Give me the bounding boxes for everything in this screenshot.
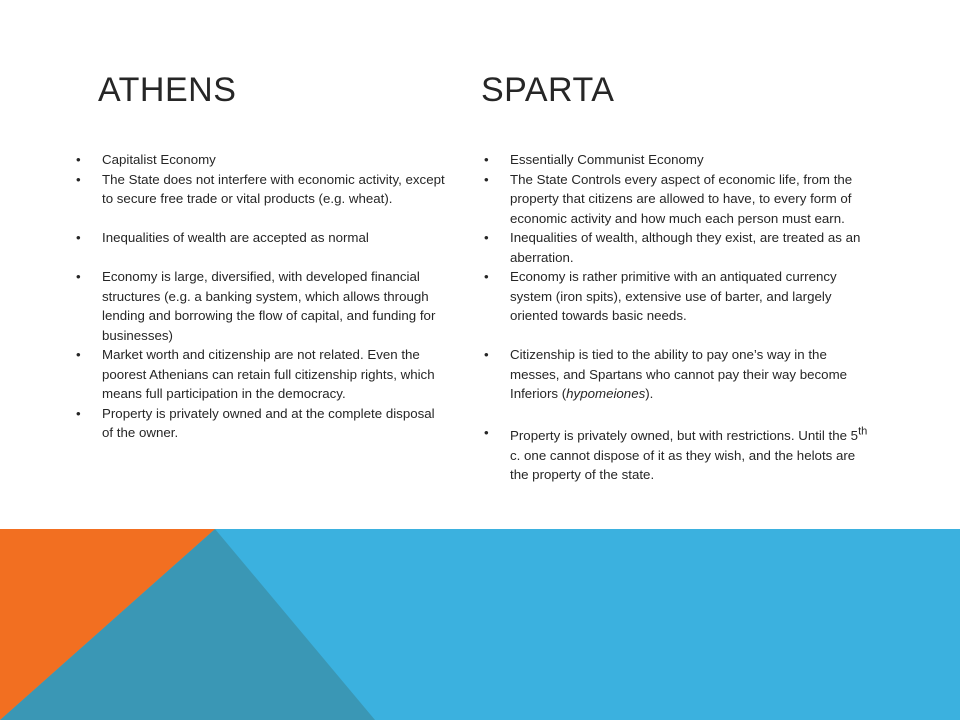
text-segment: ). <box>645 386 654 401</box>
italic-term: hypomeiones <box>566 386 646 401</box>
athens-title: ATHENS <box>98 70 237 109</box>
decorative-footer-shapes <box>0 529 960 720</box>
list-item <box>484 228 874 267</box>
list-item <box>76 150 446 170</box>
bullet-marker: • <box>484 269 489 284</box>
text-segment: Citizenship is tied to the ability to pay one’s way in the messes, and Spartans who cannot pay their way become Inferiors ( <box>510 347 848 401</box>
bullet-marker: • <box>76 405 81 421</box>
bullet-marker: • <box>76 152 81 167</box>
list-item <box>76 267 446 345</box>
list-item-text: The State does not interfere with economic activity, except to secure free trade or vital products (e.g. wheat). <box>102 171 445 206</box>
list-item <box>484 423 874 485</box>
list-item <box>76 170 446 209</box>
list-item <box>484 267 874 326</box>
list-item-text <box>510 428 867 482</box>
list-item <box>76 228 446 248</box>
list-item <box>484 150 874 170</box>
bullet-marker: • <box>76 230 81 245</box>
ordinal-superscript: th <box>858 426 868 438</box>
bullet-marker: • <box>484 425 489 440</box>
text-segment: c. one cannot dispose of it as they wish, and the helots are the property of the state. <box>510 447 856 483</box>
sparta-bullet-list <box>484 150 874 485</box>
list-item-text: Essentially Communist Economy <box>510 152 704 167</box>
athens-column <box>76 150 446 443</box>
list-item-text: Capitalist Economy <box>102 152 216 167</box>
bullet-marker: • <box>484 347 489 362</box>
list-item <box>76 345 446 404</box>
list-item-text: Economy is large, diversified, with developed financial structures (e.g. a banking system, which allows through lending and borrowing the flow of capital, and funding for businesses) <box>102 269 436 343</box>
sparta-title: SPARTA <box>481 70 615 109</box>
text-segment: Property is privately owned, but with restrictions. Until the 5 <box>510 428 859 444</box>
list-item <box>484 170 874 229</box>
bullet-marker: • <box>76 171 81 187</box>
bullet-marker: • <box>484 152 489 167</box>
list-item <box>76 404 446 443</box>
bullet-marker: • <box>76 347 81 362</box>
bullet-marker: • <box>76 269 81 284</box>
list-item-text: Economy is rather primitive with an antiquated currency system (iron spits), extensive use of barter, and largely oriented towards basic needs. <box>510 269 837 323</box>
list-item-text: Market worth and citizenship are not related. Even the poorest Athenians can retain full citizenship rights, which means full participation in the democracy. <box>102 347 435 401</box>
bullet-marker: • <box>484 230 489 245</box>
list-item-text: Inequalities of wealth, although they exist, are treated as an aberration. <box>510 230 861 265</box>
list-item-text <box>510 347 847 401</box>
bullet-marker: • <box>484 171 489 187</box>
list-item <box>484 345 874 404</box>
list-item-text: Property is privately owned and at the complete disposal of the owner. <box>102 405 435 440</box>
sparta-column <box>484 150 874 485</box>
list-item-text: Inequalities of wealth are accepted as normal <box>102 230 369 245</box>
athens-bullet-list <box>76 150 446 443</box>
list-item-text: The State Controls every aspect of economic life, from the property that citizens are allowed to have, to every form of economic activity and how much each person must earn. <box>510 171 853 226</box>
